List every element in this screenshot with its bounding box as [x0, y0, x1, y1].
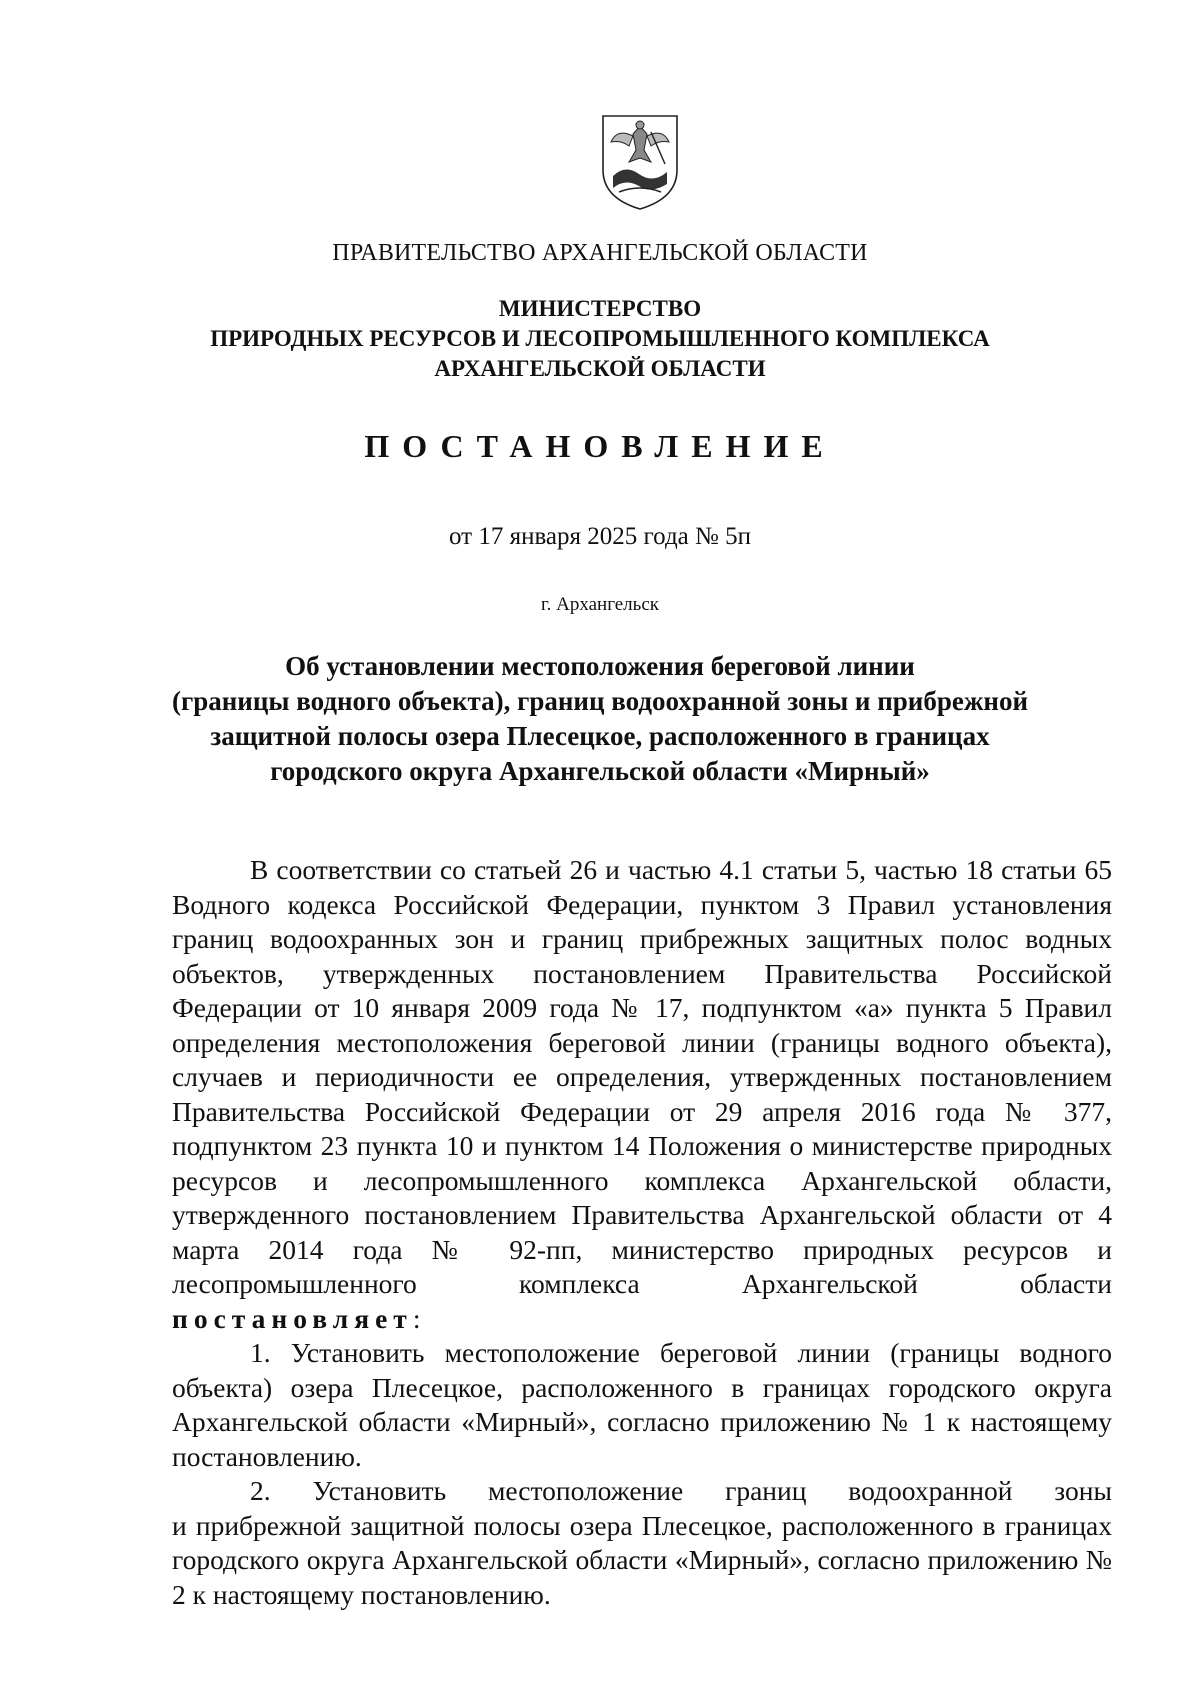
ministry-line: МИНИСТЕРСТВО — [498, 296, 702, 321]
document-type: ПОСТАНОВЛЕНИЕ — [364, 428, 836, 464]
resolves-line — [172, 1302, 1112, 1337]
arkhangelsk-coat-of-arms-icon — [599, 112, 681, 212]
item-2-word: Установить — [312, 1475, 447, 1506]
item-2-rest: и прибрежной защитной полосы озера Плесецкое, расположенного в границах городского округа Архангельской области «Мирный», согласно приложению № 2 к настоящему постановлению. — [172, 1509, 1112, 1610]
ministry-line: ПРИРОДНЫХ РЕСУРСОВ И ЛЕСОПРОМЫШЛЕННОГО КОМПЛЕКСА — [210, 326, 990, 351]
resolves-colon: : — [412, 1302, 421, 1334]
item-1: 1. Установить местоположение береговой линии (границы водного объекта) озера Плесецкое, расположенного в границах городского округа Архангельской области «Мирный», согласно приложению № 1 к настоящему постановлению. — [172, 1337, 1112, 1472]
item-2-first-line — [172, 1474, 1112, 1509]
subject-line: защитной полосы озера Плесецкое, расположенного в границах — [210, 721, 990, 751]
preamble-paragraph: В соответствии со статьей 26 и частью 4.1 статьи 5, частью 18 статьи 65 Водного кодекса Российской Федерации, пунктом 3 Правил установления границ водоохранных зон и границ прибрежных защитных полос водных объектов, утвержденных постановлением Правительства Российской Федерации от 10 января 2009 года № 17, подпунктом «а» пункта 5 Правил определения местоположения береговой линии (границы водного объекта), случаев и периодичности ее определения, утвержденных постановлением Правительства Российской Федерации от 29 апреля 2016 года № 377, подпунктом 23 пункта 10 и пунктом 14 Положения о министерстве природных ресурсов и лесопромышленного комплекса Архангельской области, утвержденного постановлением Правительства Архангельской области от 4 марта 2014 года № 92-пп, министерство природных ресурсов и лесопромышленного комплекса Архангельской области — [172, 854, 1112, 1299]
item-2-word: границ — [725, 1475, 807, 1506]
subject-line: городского округа Архангельской области «Мирный» — [270, 756, 930, 786]
document-subject — [0, 649, 1200, 789]
subject-line: (границы водного объекта), границ водоохранной зоны и прибрежной — [171, 686, 1029, 716]
item-2-word: местоположение — [487, 1475, 684, 1506]
item-2-word: водоохранной — [848, 1475, 1013, 1506]
ministry-line: АРХАНГЕЛЬСКОЙ ОБЛАСТИ — [434, 356, 766, 381]
subject-line: Об установлении местоположения береговой линии — [285, 651, 915, 681]
resolves-word: постановляет — [172, 1302, 413, 1334]
date-and-number: от 17 января 2025 года № 5п — [448, 523, 751, 550]
item-2-word: 2. — [250, 1475, 271, 1506]
ministry-name — [0, 294, 1200, 384]
item-2-word: зоны — [1054, 1475, 1112, 1506]
document-body — [172, 853, 1112, 1612]
government-name: ПРАВИТЕЛЬСТВО АРХАНГЕЛЬСКОЙ ОБЛАСТИ — [332, 240, 868, 266]
city: г. Архангельск — [540, 594, 659, 615]
